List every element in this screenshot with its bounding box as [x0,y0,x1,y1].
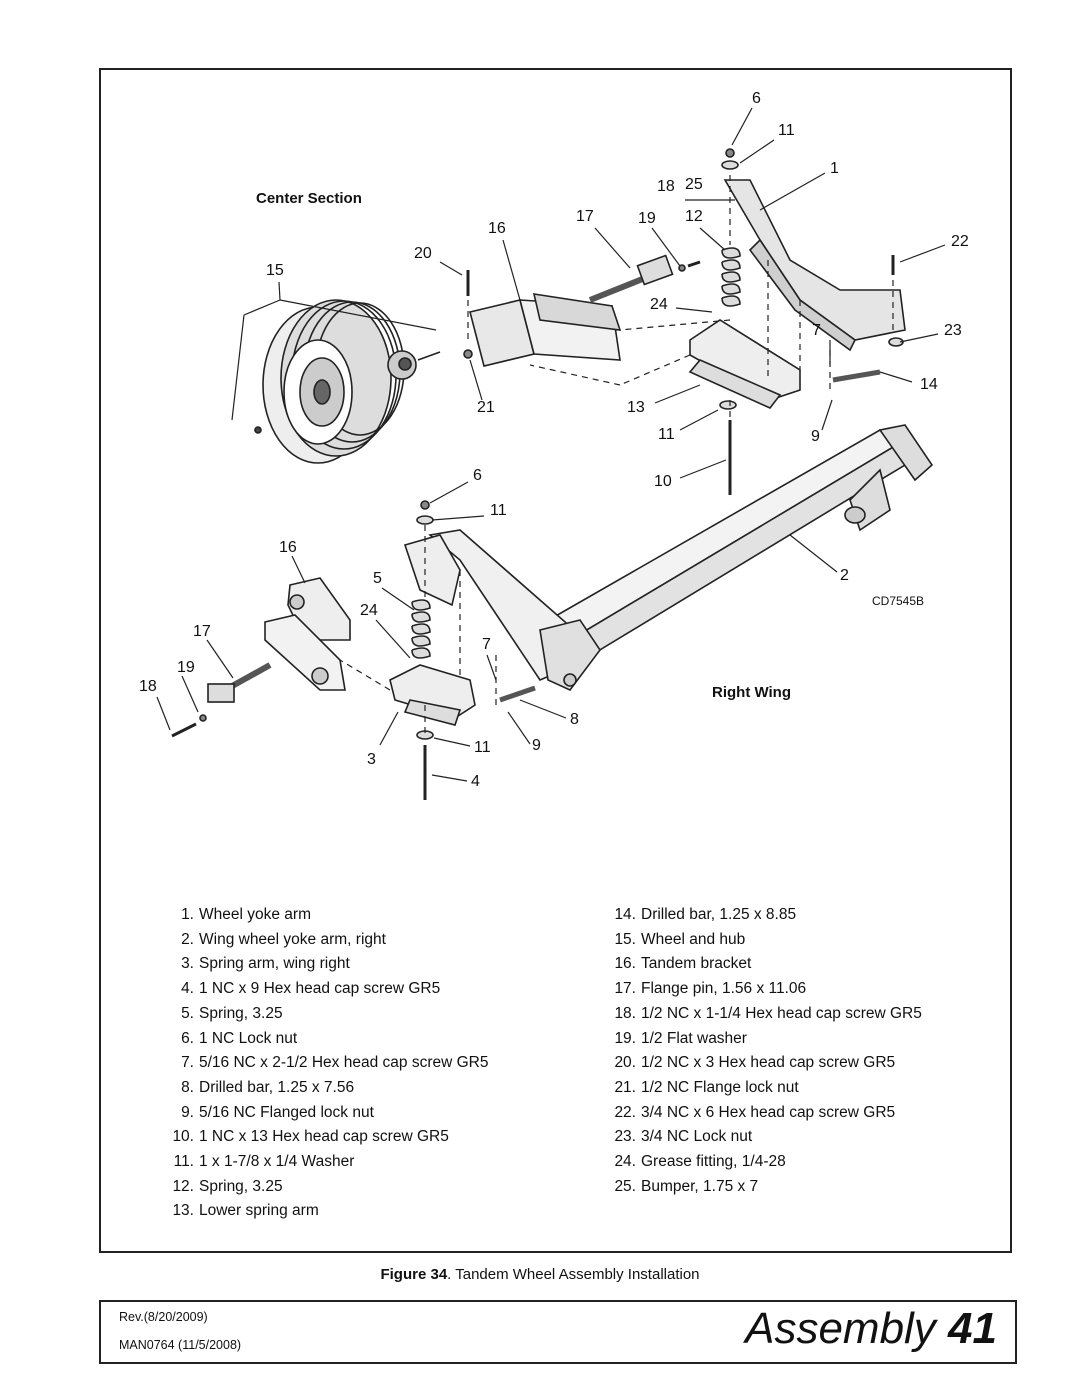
list-item: 22. 3/4 NC x 6 Hex head cap screw GR5 [614,1103,896,1121]
list-item: 2. Wing wheel yoke arm, right [181,930,386,948]
list-item: 7. 5/16 NC x 2-1/2 Hex head cap screw GR5 [181,1054,489,1072]
callout-number: 18 [139,678,157,695]
list-item: 16. Tandem bracket [614,955,752,973]
list-item: 18. 1/2 NC x 1-1/4 Hex head cap screw GR5 [614,1004,922,1022]
section-name: Assembly [745,1304,936,1353]
callout-number: 21 [477,399,495,416]
figure-number: Figure 34 [380,1266,448,1283]
callout-number: 11 [474,739,491,756]
parts-list-right [600,903,922,1199]
callout-number: 2 [840,567,849,584]
tandem-bracket-bottom [172,578,350,736]
callout-number: 7 [482,636,491,653]
list-item: 24. Grease fitting, 1/4-28 [614,1153,786,1171]
callout-number: 9 [811,428,820,445]
callout-number: 9 [532,737,541,754]
callout-number: 1 [830,160,839,177]
callout-number: 13 [627,399,645,416]
callout-number: 20 [414,245,432,262]
callout-number: 24 [650,296,668,313]
callout-number: 11 [658,426,675,443]
callout-number: 15 [266,262,284,279]
list-item: 6. 1 NC Lock nut [181,1029,298,1047]
section-page-title [745,1304,997,1354]
wheel-and-hub [255,300,440,463]
list-item: 13. Lower spring arm [172,1202,319,1220]
right-wing-label: Right Wing [712,684,792,701]
callout-number: 24 [360,602,378,619]
list-item: 23. 3/4 NC Lock nut [614,1128,753,1146]
page-number: 41 [948,1304,997,1353]
callout-number: 12 [685,208,703,225]
list-item: 11. 1 x 1-7/8 x 1/4 Washer [173,1153,355,1171]
list-item: 4. 1 NC x 9 Hex head cap screw GR5 [181,980,441,998]
callout-number: 6 [473,467,482,484]
list-item: 25. Bumper, 1.75 x 7 [614,1177,759,1195]
callout-number: 19 [177,659,195,676]
callout-number: 8 [570,711,579,728]
list-item: 9. 5/16 NC Flanged lock nut [181,1103,374,1121]
callout-number: 4 [471,773,480,790]
list-item: 5. Spring, 3.25 [181,1004,283,1022]
drawing-code: CD7545B [872,594,925,608]
callout-number: 16 [488,220,506,237]
list-item: 21. 1/2 NC Flange lock nut [614,1078,799,1096]
callout-number: 6 [752,90,761,107]
list-item: 17. Flange pin, 1.56 x 11.06 [614,980,807,998]
callout-number: 17 [576,208,594,225]
list-item: 19. 1/2 Flat washer [614,1029,747,1047]
page-footer [99,1300,1017,1364]
callout-number: 11 [490,502,507,519]
callout-number: 22 [951,233,969,250]
manual-number: MAN0764 (11/5/2008) [119,1338,242,1352]
callout-number: 17 [193,623,211,640]
callout-number: 11 [778,122,795,139]
list-item: 10. 1 NC x 13 Hex head cap screw GR5 [172,1128,449,1146]
callout-number: 14 [920,376,938,393]
figure-title: . Tandem Wheel Assembly Installation [447,1266,700,1283]
list-item: 20. 1/2 NC x 3 Hex head cap screw GR5 [614,1054,896,1072]
callout-number: 10 [654,473,672,490]
revision-date: Rev.(8/20/2009) [119,1310,208,1324]
callout-number: 5 [373,570,382,587]
center-section-label: Center Section [256,190,362,207]
list-item: 1. Wheel yoke arm [181,906,311,923]
figure-caption [0,1266,1080,1283]
list-item: 8. Drilled bar, 1.25 x 7.56 [181,1078,355,1096]
callout-number: 25 [685,176,703,193]
list-item: 3. Spring arm, wing right [181,955,350,973]
parts-list-left [158,903,488,1224]
list-item: 15. Wheel and hub [614,930,746,948]
callout-number: 18 [657,178,675,195]
callout-number: 7 [812,322,821,339]
callout-number: 19 [638,210,656,227]
callout-number: 3 [367,751,376,768]
callout-number: 23 [944,322,962,339]
list-item: 14. Drilled bar, 1.25 x 8.85 [614,906,797,923]
list-item: 12. Spring, 3.25 [172,1177,283,1195]
callout-number: 16 [279,539,297,556]
wing-yoke-arm [430,425,932,690]
